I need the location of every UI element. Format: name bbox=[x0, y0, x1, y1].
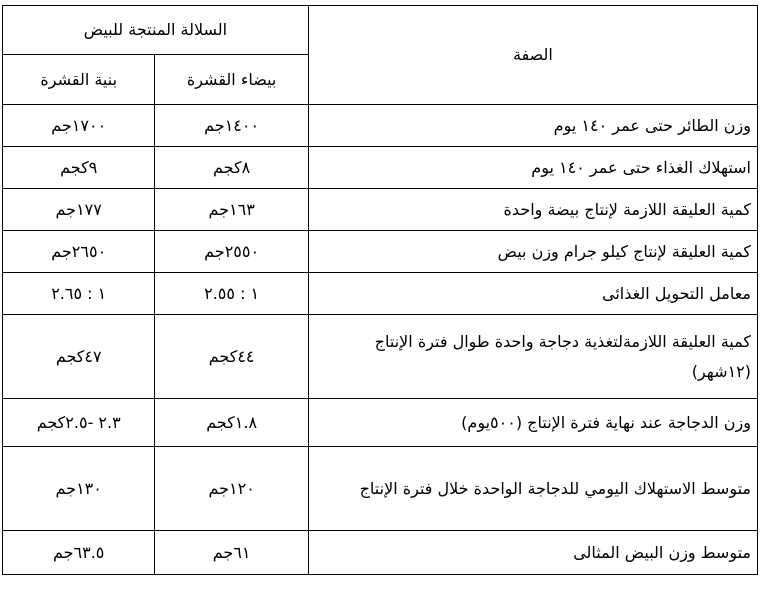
white-value: ٨كجم bbox=[155, 147, 308, 189]
property-cell: متوسط الاستهلاك اليومي للدجاجة الواحدة خلال فترة الإنتاج bbox=[308, 447, 757, 531]
property-cell: استهلاك الغذاء حتى عمر ١٤٠ يوم bbox=[308, 147, 757, 189]
brown-value: ١ : ٢.٦٥ bbox=[3, 273, 155, 315]
table-row bbox=[3, 315, 758, 399]
brown-value: ١٣٠جم bbox=[3, 447, 155, 531]
brown-shell-header: بنية القشرة bbox=[3, 55, 155, 105]
poultry-comparison-table bbox=[2, 5, 758, 575]
brown-value: ٤٧كجم bbox=[3, 315, 155, 399]
brown-value: ١٧٧جم bbox=[3, 189, 155, 231]
white-value: ١ : ٢.٥٥ bbox=[155, 273, 308, 315]
brown-value: ٩كجم bbox=[3, 147, 155, 189]
white-value: ١٤٠٠جم bbox=[155, 105, 308, 147]
breed-group-header: السلالة المنتجة للبيض bbox=[3, 6, 309, 55]
table-row bbox=[3, 105, 758, 147]
property-cell: كمية العليقة لإنتاج كيلو جرام وزن بيض bbox=[308, 231, 757, 273]
brown-value: ١٧٠٠جم bbox=[3, 105, 155, 147]
property-cell: كمية العليقة اللازمةلتغذية دجاجة واحدة طوال فترة الإنتاج (١٢شهر) bbox=[308, 315, 757, 399]
table-row bbox=[3, 273, 758, 315]
table-row bbox=[3, 189, 758, 231]
property-cell: متوسط وزن البيض المثالى bbox=[308, 531, 757, 575]
white-value: ١.٨كجم bbox=[155, 399, 308, 447]
white-value: ٦١جم bbox=[155, 531, 308, 575]
table-row bbox=[3, 147, 758, 189]
white-shell-header: بيضاء القشرة bbox=[155, 55, 308, 105]
property-header: الصفة bbox=[308, 6, 757, 105]
property-cell: وزن الطائر حتى عمر ١٤٠ يوم bbox=[308, 105, 757, 147]
table-row bbox=[3, 399, 758, 447]
white-value: ٢٥٥٠جم bbox=[155, 231, 308, 273]
white-value: ١٢٠جم bbox=[155, 447, 308, 531]
brown-value: ٢٦٥٠جم bbox=[3, 231, 155, 273]
table-row bbox=[3, 231, 758, 273]
white-value: ٤٤كجم bbox=[155, 315, 308, 399]
table-row bbox=[3, 531, 758, 575]
white-value: ١٦٣جم bbox=[155, 189, 308, 231]
property-cell: معامل التحويل الغذائى bbox=[308, 273, 757, 315]
property-cell: وزن الدجاجة عند نهاية فترة الإنتاج (٥٠٠يوم) bbox=[308, 399, 757, 447]
table-row bbox=[3, 447, 758, 531]
brown-value: ٦٣.٥جم bbox=[3, 531, 155, 575]
brown-value: ٢.٣ -٢.٥كجم bbox=[3, 399, 155, 447]
property-cell: كمية العليقة اللازمة لإنتاج بيضة واحدة bbox=[308, 189, 757, 231]
